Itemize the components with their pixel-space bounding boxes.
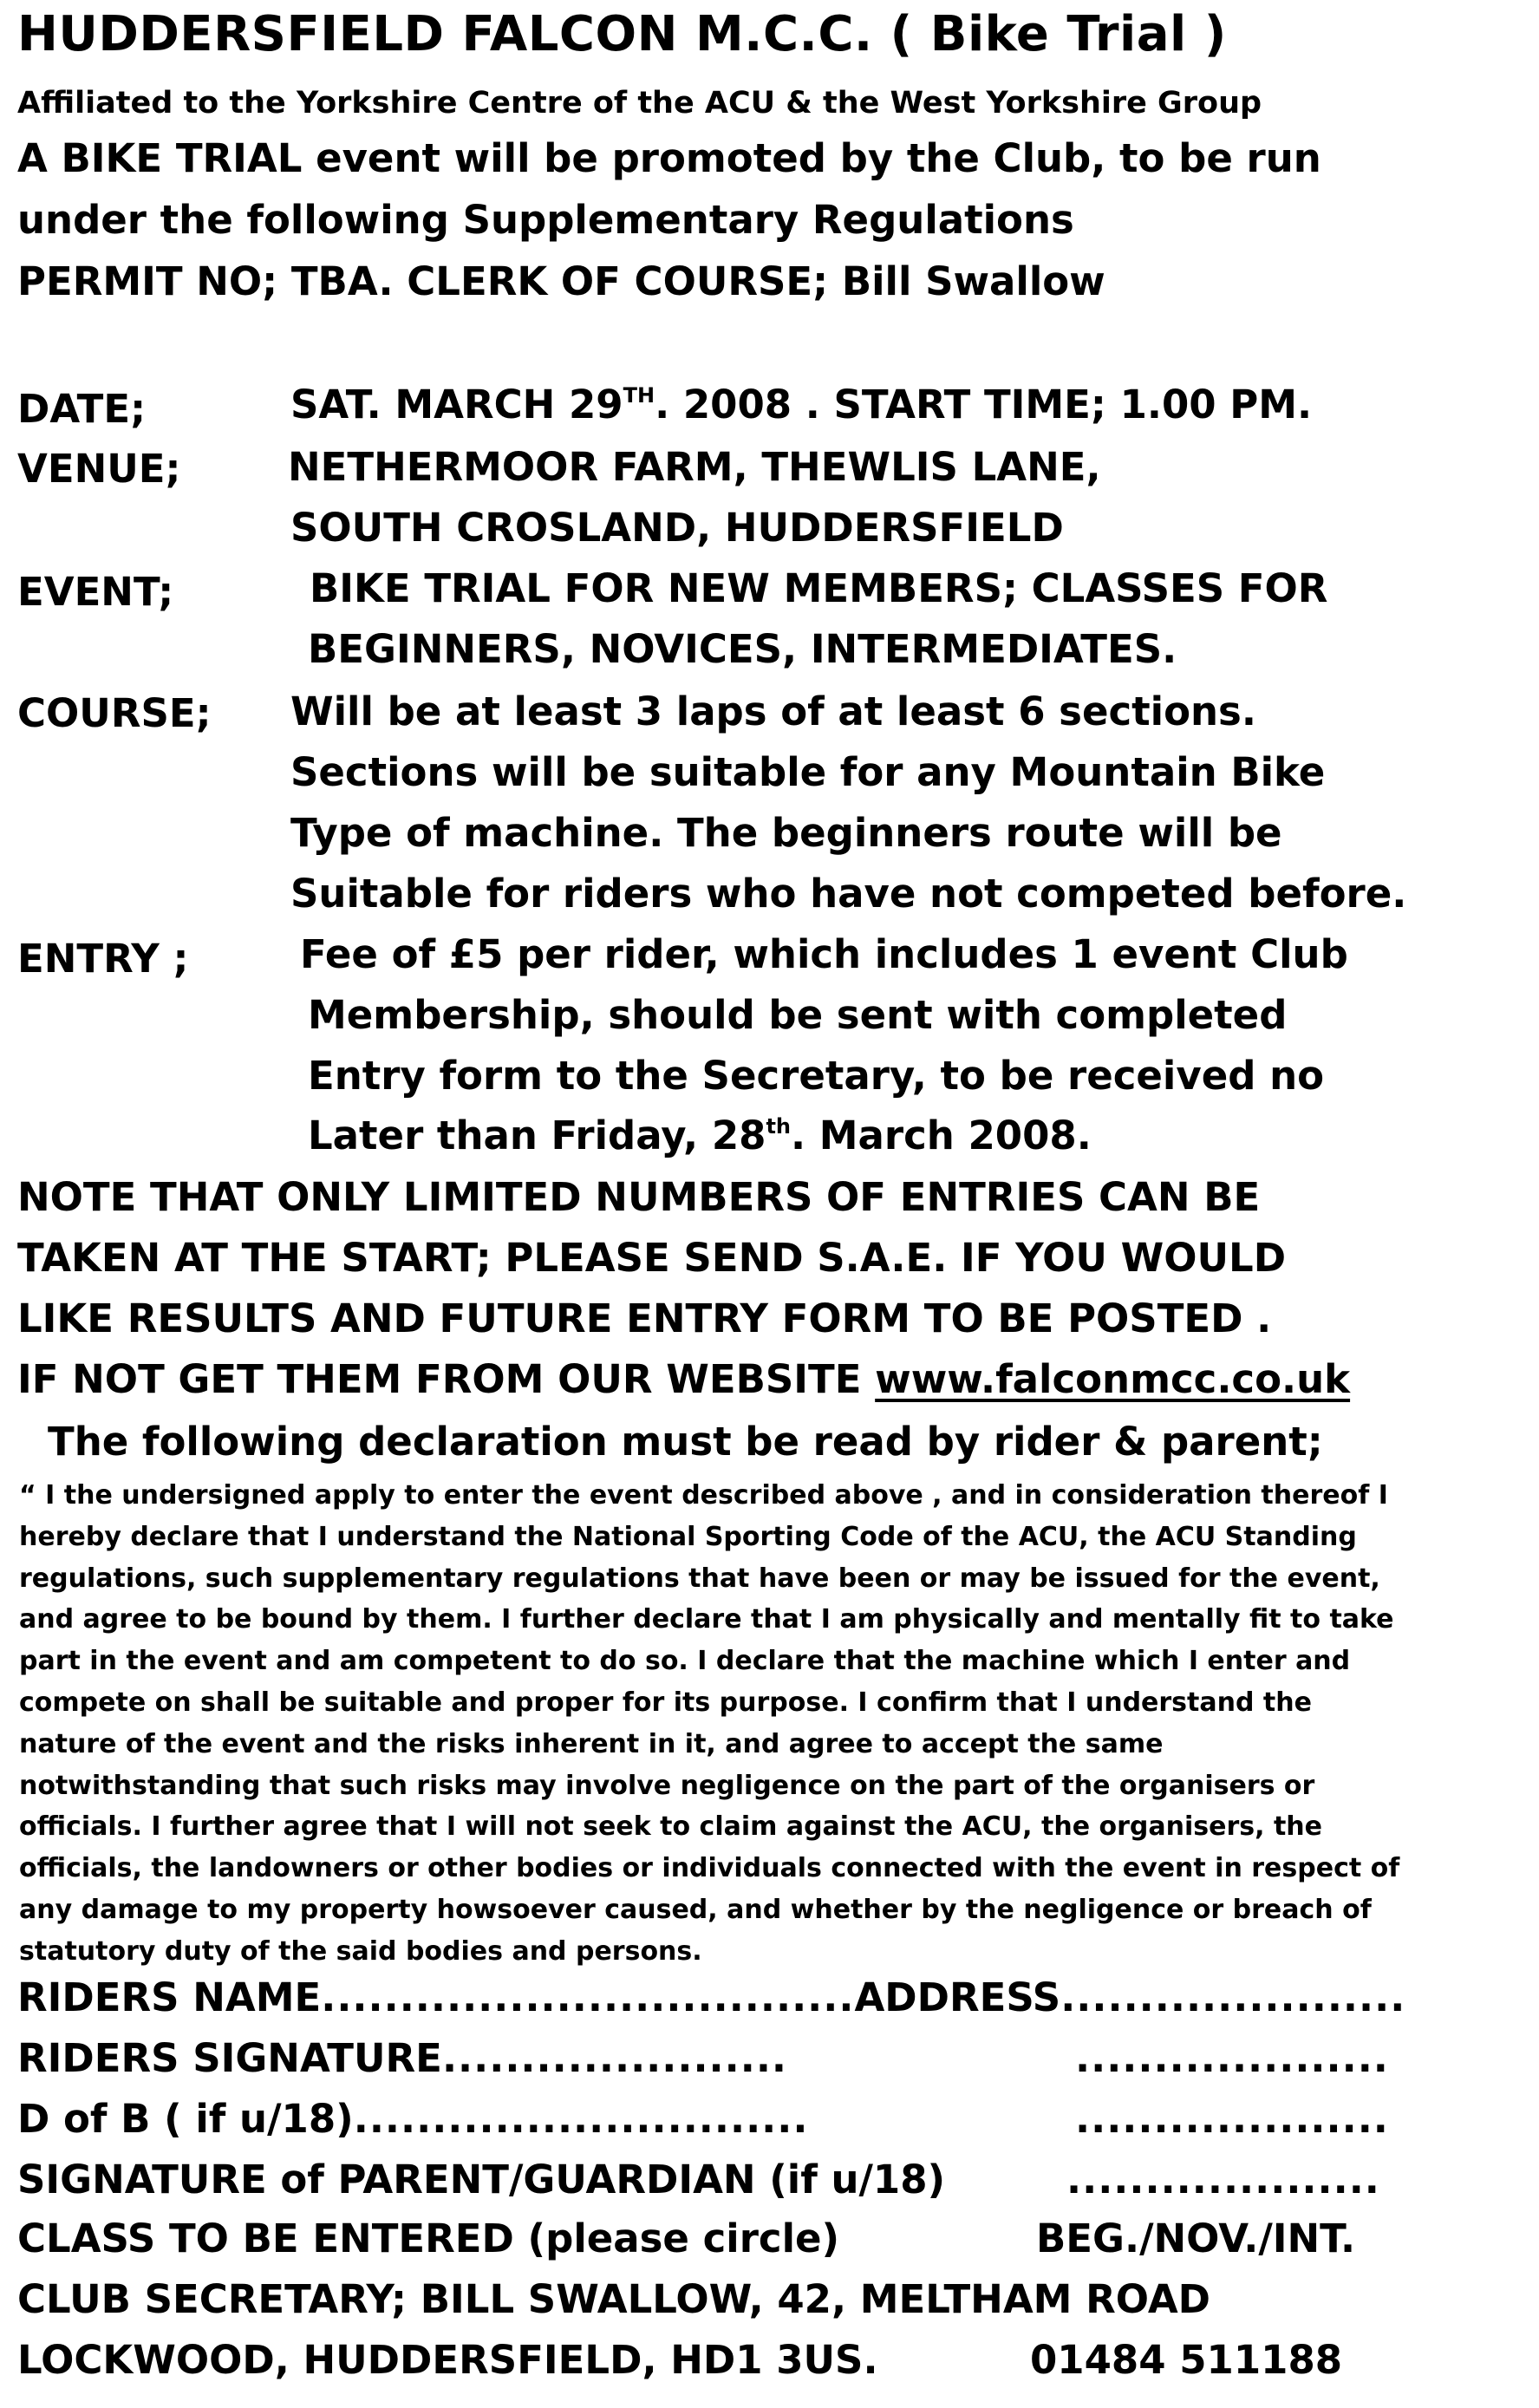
course-label: COURSE; xyxy=(17,690,212,736)
riders-signature-field[interactable]: RIDERS SIGNATURE...................... xyxy=(17,2035,788,2081)
note-line-3: LIKE RESULTS AND FUTURE ENTRY FORM TO BE POSTED . xyxy=(17,1295,1272,1341)
declaration-line: officials, the landowners or other bodies or individuals connected with the event in respect of xyxy=(19,1853,1400,1884)
parent-signature-field[interactable]: SIGNATURE of PARENT/GUARDIAN (if u/18) xyxy=(17,2157,946,2202)
class-options[interactable]: BEG./NOV./INT. xyxy=(1036,2215,1356,2261)
course-line-3: Type of machine. The beginners route will be xyxy=(290,810,1282,856)
declaration-line: and agree to be bound by them. I further declare that I am physically and mentally fit to take xyxy=(19,1604,1394,1635)
permit-line: PERMIT NO; TBA. CLERK OF COURSE; Bill Swallow xyxy=(17,258,1105,304)
declaration-text xyxy=(19,1475,1528,1973)
declaration-line: hereby declare that I understand the National Sporting Code of the ACU, the ACU Standing xyxy=(19,1521,1357,1552)
entry-line-3: Entry form to the Secretary, to be received no xyxy=(308,1053,1325,1099)
date-label: DATE; xyxy=(17,386,147,432)
declaration-heading: The following declaration must be read by rider & parent; xyxy=(48,1419,1323,1465)
course-line-4: Suitable for riders who have not competed before. xyxy=(290,871,1407,917)
venue-label: VENUE; xyxy=(17,446,181,492)
event-line-2: BEGINNERS, NOVICES, INTERMEDIATES. xyxy=(308,626,1177,672)
phone-number: 01484 511188 xyxy=(1030,2337,1343,2383)
declaration-line: statutory duty of the said bodies and persons. xyxy=(19,1935,702,1967)
intro-line-2: under the following Supplementary Regulations xyxy=(17,197,1074,243)
note-line-2: TAKEN AT THE START; PLEASE SEND S.A.E. IF YOU WOULD xyxy=(17,1235,1287,1281)
entry-line-1: Fee of £5 per rider, which includes 1 event Club xyxy=(300,931,1348,977)
document-title: HUDDERSFIELD FALCON M.C.C. ( Bike Trial ) xyxy=(17,6,1227,62)
declaration-line: officials. I further agree that I will not seek to claim against the ACU, the organisers, the xyxy=(19,1811,1323,1843)
intro-line-1: A BIKE TRIAL event will be promoted by the Club, to be run xyxy=(17,135,1321,181)
parent-signature-dots[interactable]: .................... xyxy=(1066,2157,1380,2202)
declaration-line: “ I the undersigned apply to enter the event described above , and in consideration thereof I xyxy=(19,1480,1388,1511)
entry-line-2: Membership, should be sent with completed xyxy=(308,992,1288,1038)
club-secretary-line-1: CLUB SECRETARY; BILL SWALLOW, 42, MELTHAM ROAD xyxy=(17,2276,1210,2322)
declaration-line: nature of the event and the risks inherent in it, and agree to accept the same xyxy=(19,1728,1164,1759)
affiliation-line: Affiliated to the Yorkshire Centre of the ACU & the West Yorkshire Group xyxy=(17,86,1262,121)
note-line-4: IF NOT GET THEM FROM OUR WEBSITE www.falconmcc.co.uk xyxy=(17,1356,1351,1402)
course-line-1: Will be at least 3 laps of at least 6 sections. xyxy=(290,688,1256,734)
venue-line-1: NETHERMOOR FARM, THEWLIS LANE, xyxy=(288,444,1101,490)
date-of-birth-field[interactable]: D of B ( if u/18)............................. xyxy=(17,2096,809,2142)
website-link[interactable]: www.falconmcc.co.uk xyxy=(875,1356,1351,1402)
note-line-1: NOTE THAT ONLY LIMITED NUMBERS OF ENTRIES CAN BE xyxy=(17,1174,1261,1220)
entry-line-4: Later than Friday, 28th. March 2008. xyxy=(308,1113,1092,1158)
declaration-line: regulations, such supplementary regulations that have been or may be issued for the event, xyxy=(19,1563,1380,1594)
declaration-line: compete on shall be suitable and proper for its purpose. I confirm that I understand the xyxy=(19,1687,1312,1718)
riders-name-field[interactable]: RIDERS NAME..................................ADDRESS...................... xyxy=(17,1974,1406,2020)
address-line-3-field[interactable]: .................... xyxy=(1075,2096,1389,2142)
entry-label: ENTRY ; xyxy=(17,936,189,982)
class-entered-label: CLASS TO BE ENTERED (please circle) xyxy=(17,2215,840,2261)
event-line-1: BIKE TRIAL FOR NEW MEMBERS; CLASSES FOR xyxy=(310,565,1328,611)
venue-line-2: SOUTH CROSLAND, HUDDERSFIELD xyxy=(290,505,1064,551)
address-line-2-field[interactable]: .................... xyxy=(1075,2035,1389,2081)
declaration-line: part in the event and am competent to do so. I declare that the machine which I enter and xyxy=(19,1646,1351,1677)
date-value: SAT. MARCH 29TH. 2008 . START TIME; 1.00 PM. xyxy=(290,382,1313,427)
declaration-line: any damage to my property howsoever caused, and whether by the negligence or breach of xyxy=(19,1894,1372,1925)
course-line-2: Sections will be suitable for any Mountain Bike xyxy=(290,749,1326,795)
declaration-line: notwithstanding that such risks may involve negligence on the part of the organisers or xyxy=(19,1770,1315,1801)
event-label: EVENT; xyxy=(17,569,174,615)
club-secretary-line-2: LOCKWOOD, HUDDERSFIELD, HD1 3US. xyxy=(17,2337,878,2383)
